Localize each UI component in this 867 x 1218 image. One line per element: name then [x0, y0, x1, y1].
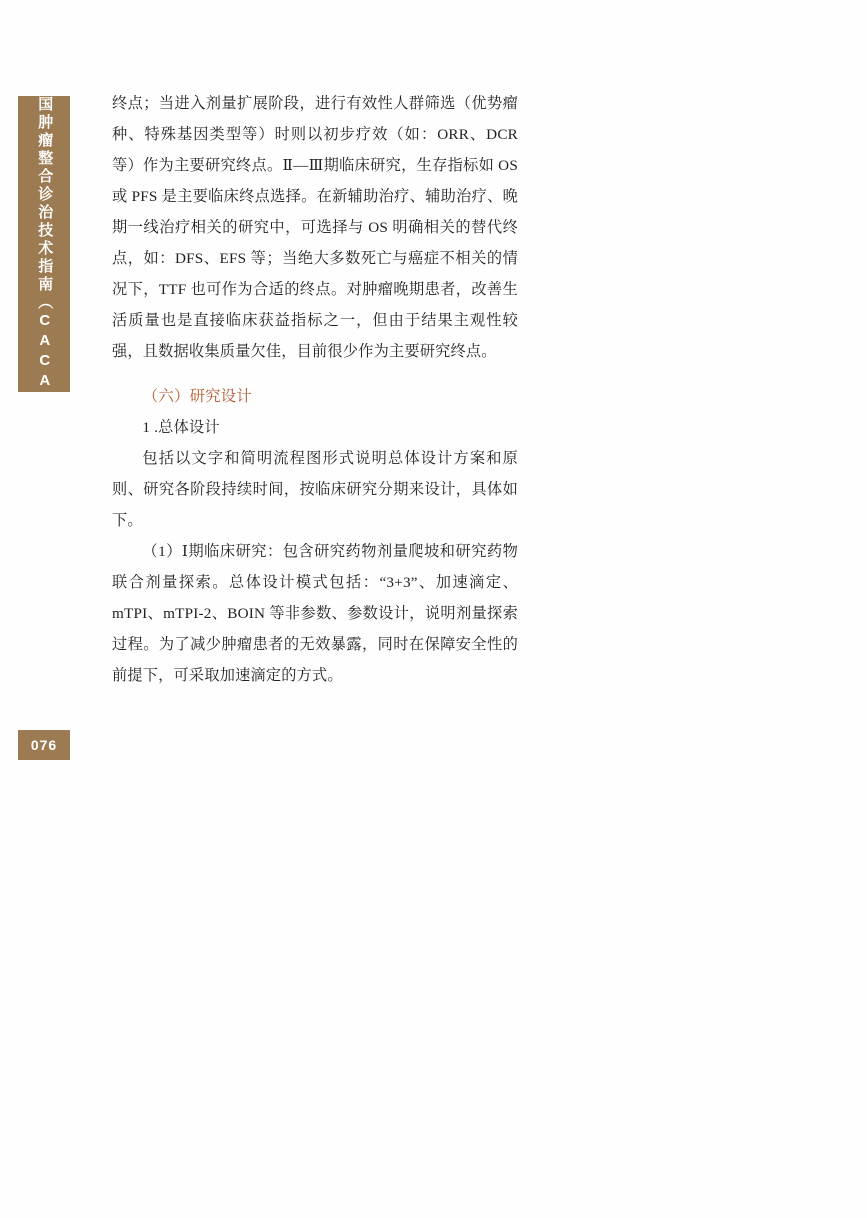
page-number-text: 076 [30, 737, 58, 753]
book-title-text: 中国肿瘤整合诊治技术指南（CACA） [36, 78, 54, 410]
subsection-heading: 1 .总体设计 [142, 419, 220, 436]
section-heading: （六）研究设计 [142, 388, 252, 405]
text-column [112, 88, 518, 691]
paragraph-overall-design: 包括以文字和简明流程图形式说明总体设计方案和原则、研究各阶段持续时间，按临床研究分期来设计，具体如下。 [112, 450, 518, 529]
paragraph-phase-one-study: （1）Ⅰ期临床研究：包含研究药物剂量爬坡和研究药物联合剂量探索。总体设计模式包括：“3+3”、加速滴定、mTPI、mTPI‑2、BOIN 等非参数、参数设计，说明剂量探索过程。为了减少肿瘤患者的无效暴露，同时在保障安全性的前提下，可采取加速滴定的方式。 [112, 543, 518, 684]
spacer [112, 367, 518, 381]
paragraph-continuation: 终点；当进入剂量扩展阶段，进行有效性人群筛选（优势瘤种、特殊基因类型等）时则以初步疗效（如：ORR、DCR 等）作为主要研究终点。Ⅱ—Ⅲ期临床研究，生存指标如 OS 或 PFS 是主要临床终点选择。在新辅助治疗、辅助治疗、晚期一线治疗相关的研究中，可选择与 OS 明确相关的替代终点，如：DFS、EFS 等；当绝大多数死亡与癌症不相关的情况下，TTF 也可作为合适的终点。对肿瘤晚期患者，改善生活质量也是直接临床获益指标之一，但由于结果主观性较强，且数据收集质量欠佳，目前很少作为主要研究终点。 [112, 95, 518, 360]
book-title-tab [18, 78, 70, 410]
page-number-badge [18, 730, 70, 760]
